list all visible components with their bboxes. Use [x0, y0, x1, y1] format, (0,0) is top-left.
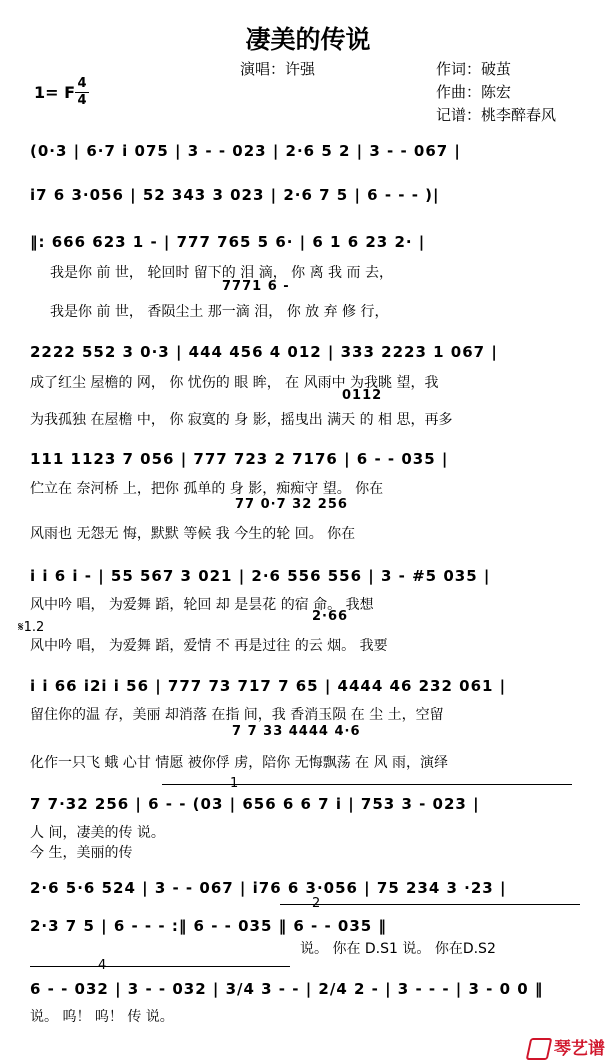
lyric-line-10: 说。 你在 D.S1 说。 你在D.S2 — [300, 941, 496, 957]
alt-notation-line-4: 0112 — [342, 388, 383, 403]
lyric-line-4-verse-1: 成了红尘 屋檐的 网， 你 忧伤的 眼 眸， 在 风雨中 为我眺 望，我 — [30, 375, 439, 391]
notation-line-3: ‖: 666 623 1 - | 777 765 5 6· | 6 1 6 23 2· | — [30, 233, 426, 251]
notation-line-9: 2·6 5·6 524 | 3 - - 067 | i76 6 3·056 | 75 234 3 ·23 | — [30, 879, 507, 897]
lyric-line-5-verse-2: 风雨也 无怨无 悔，默默 等候 我 今生的轮 回。 你在 — [30, 526, 356, 542]
watermark-logo — [528, 1034, 605, 1060]
notation-line-6: i i 6 i - | 55 567 3 021 | 2·6 556 556 | 3 - #5 035 | — [30, 567, 491, 585]
lyric-line-5-verse-1: 伫立在 奈河桥 上，把你 孤单的 身 影，痴痴守 望。 你在 — [30, 481, 384, 497]
transcriber-credit: 记谱：桃李醉春风 — [436, 106, 557, 124]
lyricist-credit: 作词：破茧 — [436, 60, 512, 78]
lyric-line-11: 说。 呜！ 呜！ 传 说。 — [30, 1009, 174, 1025]
notation-line-1: (0·3 | 6·7 i 075 | 3 - - 023 | 2·6 5 2 | 3 - - 067 | — [30, 142, 461, 160]
composer-credit: 作曲：陈宏 — [436, 83, 512, 101]
notation-line-7: i i 66 i2i i 56 | 777 73 717 7 65 | 4444 46 232 061 | — [30, 677, 507, 695]
volta-4-number: 4 — [98, 958, 107, 973]
time-signature-bottom: 4 — [77, 93, 87, 108]
lyric-line-7-verse-1: 留住你的温 存，美丽 却消落 在指 间，我 香消玉陨 在 尘 土，空留 — [30, 707, 444, 723]
time-signature — [75, 76, 89, 108]
notation-line-5: 111 1123 7 056 | 777 723 2 7176 | 6 - - 035 | — [30, 450, 449, 468]
volta-1-number: 1 — [230, 776, 239, 791]
notation-line-2: i7 6 3·056 | 52 343 3 023 | 2·6 7 5 | 6 - - - )| — [30, 186, 440, 204]
volta-bracket-2 — [280, 904, 580, 905]
lyric-line-4-verse-2: 为我孤独 在屋檐 中， 你 寂寞的 身 影，摇曳出 满天 的 相 思，再多 — [30, 412, 453, 428]
lyric-line-7-verse-2: 化作一只飞 蛾 心甘 情愿 被你俘 虏，陪你 无悔飘荡 在 风 雨，演绎 — [30, 755, 449, 771]
notation-line-4: 2222 552 3 0·3 | 444 456 4 012 | 333 2223 1 067 | — [30, 343, 498, 361]
volta-bracket-1 — [162, 784, 572, 785]
qinyipu-logo-icon — [526, 1038, 553, 1060]
alt-notation-line-5: 77 0·7 32 256 — [235, 497, 348, 512]
song-title: 凄美的传说 — [245, 25, 371, 54]
alt-notation-line-6: 2·66 — [312, 609, 349, 624]
lyric-line-6-verse-1: 风中吟 唱， 为爱舞 蹈，轮回 却 是昙花 的宿 命。 我想 — [30, 597, 374, 613]
notation-line-8: 7 7·32 256 | 6 - - (03 | 656 6 6 7 i | 753 3 - 023 | — [30, 795, 480, 813]
watermark-brand: 琴艺谱 — [554, 1039, 605, 1059]
volta-2-number: 2 — [312, 896, 321, 911]
alt-notation-line-7: 7 7 33 4444 4·6 — [232, 724, 361, 739]
lyric-line-3-verse-1: 我是你 前 世， 轮回时 留下的 泪 滴， 你 离 我 而 去， — [50, 265, 393, 281]
notation-line-10: 2·3 7 5 | 6 - - - :‖ 6 - - 035 ‖ 6 - - 035 ‖ — [30, 917, 387, 935]
lyric-line-8-verse-1: 人 间，凄美的传 说。 — [30, 825, 165, 841]
singer-credit: 演唱：许强 — [240, 60, 316, 78]
volta-bracket-4 — [30, 966, 290, 967]
alt-notation-line-3: 7771 6 - — [222, 279, 290, 294]
lyric-line-3-verse-2: 我是你 前 世， 香陨尘土 那一滴 泪， 你 放 弃 修 行， — [50, 304, 389, 320]
notation-line-11: 6 - - 032 | 3 - - 032 | 3/4 3 - - | 2/4 2 - | 3 - - - | 3 - 0 0 ‖ — [30, 980, 544, 998]
lyric-line-6-verse-2: 风中吟 唱， 为爱舞 蹈，爱情 不 再是过往 的云 烟。 我要 — [30, 638, 388, 654]
time-signature-top: 4 — [77, 76, 87, 91]
key-signature: 1= F — [34, 83, 76, 102]
lyric-line-8-verse-2: 今 生，美丽的传 — [30, 845, 133, 861]
segno-sign: 𝄋1.2 — [18, 620, 45, 635]
